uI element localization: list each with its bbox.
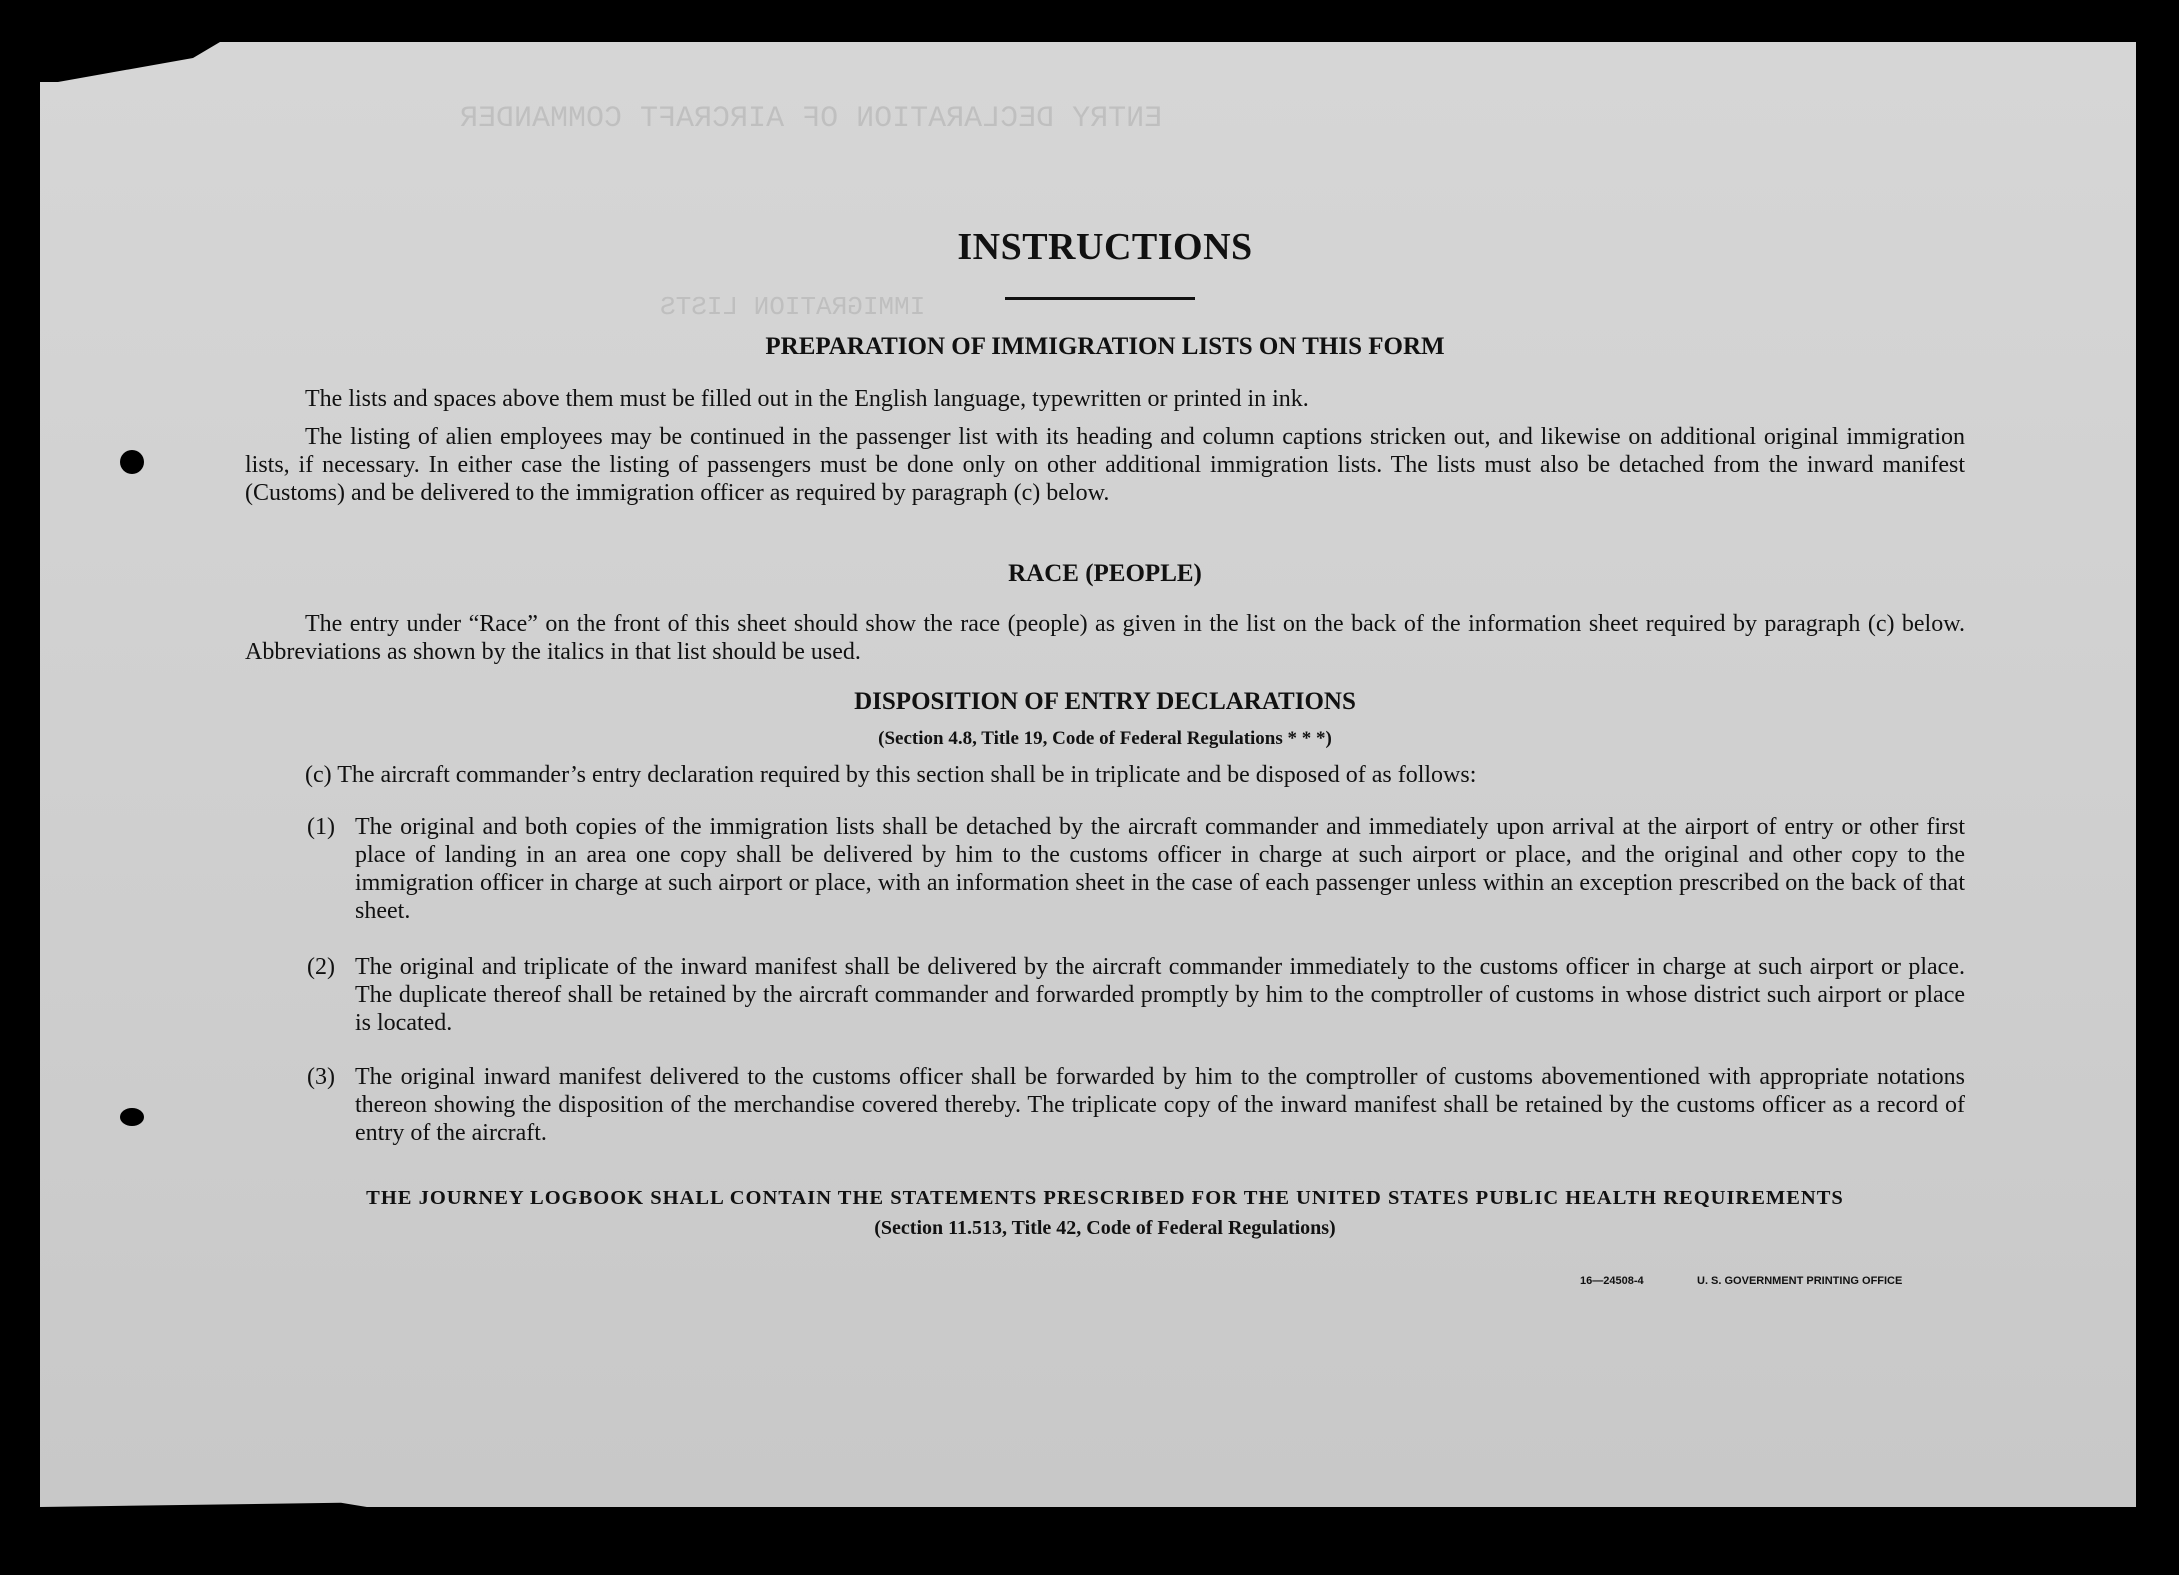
item-text: The original and triplicate of the inward manifest shall be delivered by the aircraft commander immediately to the customs officer in charge at such airport or place. The duplicate thereof shall be retained by the aircraft commander and forwarded promptly by him to the comptroller of customs in whose district such airport or place is located.: [355, 954, 1965, 1036]
prep-paragraph-2: The listing of alien employees may be continued in the passenger list with its heading and column captions stricken out, and likewise on additional original immigration lists, if necessary. In either case the listing of passengers must be done only on other additional immigration lists. The lists must also be detached from the inward manifest (Customs) and be delivered to the immigration officer as required by paragraph (c) below.: [245, 424, 1965, 506]
bleed-through-list: IMMIGRATION LISTS: [660, 292, 926, 322]
item-number: (2): [307, 954, 335, 980]
title-underline: [1005, 297, 1195, 300]
race-paragraph: The entry under “Race” on the front of this sheet should show the race (people) as given in the list on the back of the information sheet required by paragraph (c) below. Abbreviations as shown by the italics in that list should be used.: [245, 611, 1965, 665]
page-title: INSTRUCTIONS: [957, 226, 1253, 268]
printer-code: 16—24508-4: [1580, 1275, 1644, 1287]
item-text: The original inward manifest delivered to the customs officer shall be forwarded by him to the comptroller of customs abovementioned with appropriate notations thereon showing the disposition of the merchandise covered thereby. The triplicate copy of the inward manifest shall be retained by the customs officer as a record of entry of the aircraft.: [355, 1064, 1965, 1146]
disposition-heading: DISPOSITION OF ENTRY DECLARATIONS: [854, 688, 1356, 715]
logbook-heading: THE JOURNEY LOGBOOK SHALL CONTAIN THE STATEMENTS PRESCRIBED FOR THE UNITED STATES PUBLIC HEALTH REQUIREMENTS: [366, 1187, 1844, 1209]
disposition-item-3: [307, 1063, 1965, 1147]
item-number: (3): [307, 1064, 335, 1090]
punch-hole-top: [120, 450, 144, 474]
disposition-citation: (Section 4.8, Title 19, Code of Federal Regulations * * *): [878, 728, 1332, 749]
disposition-intro: (c) The aircraft commander’s entry declaration required by this section shall be in triplicate and be disposed of as follows:: [305, 762, 1477, 788]
punch-hole-bottom: [120, 1108, 144, 1126]
bleed-through-header: ENTRY DECLARATION OF AIRCRAFT COMMANDER: [460, 102, 1163, 136]
disposition-item-1: [307, 813, 1965, 925]
printer-name: U. S. GOVERNMENT PRINTING OFFICE: [1697, 1275, 1903, 1287]
item-text: The original and both copies of the immigration lists shall be detached by the aircraft commander and immediately upon arrival at the airport of entry or other first place of landing in an area one copy shall be delivered by him to the customs officer in charge at such airport or place, and the original and other copy to the immigration officer in charge at such airport or place, with an information sheet in the case of each passenger unless within an exception prescribed on the back of that sheet.: [355, 814, 1965, 924]
race-heading: RACE (PEOPLE): [1008, 560, 1202, 587]
logbook-citation: (Section 11.513, Title 42, Code of Federal Regulations): [874, 1217, 1336, 1239]
disposition-item-2: [307, 953, 1965, 1037]
preparation-heading: PREPARATION OF IMMIGRATION LISTS ON THIS FORM: [765, 333, 1445, 360]
item-number: (1): [307, 814, 335, 840]
prep-paragraph-1: The lists and spaces above them must be filled out in the English language, typewritten or printed in ink.: [305, 386, 1309, 412]
